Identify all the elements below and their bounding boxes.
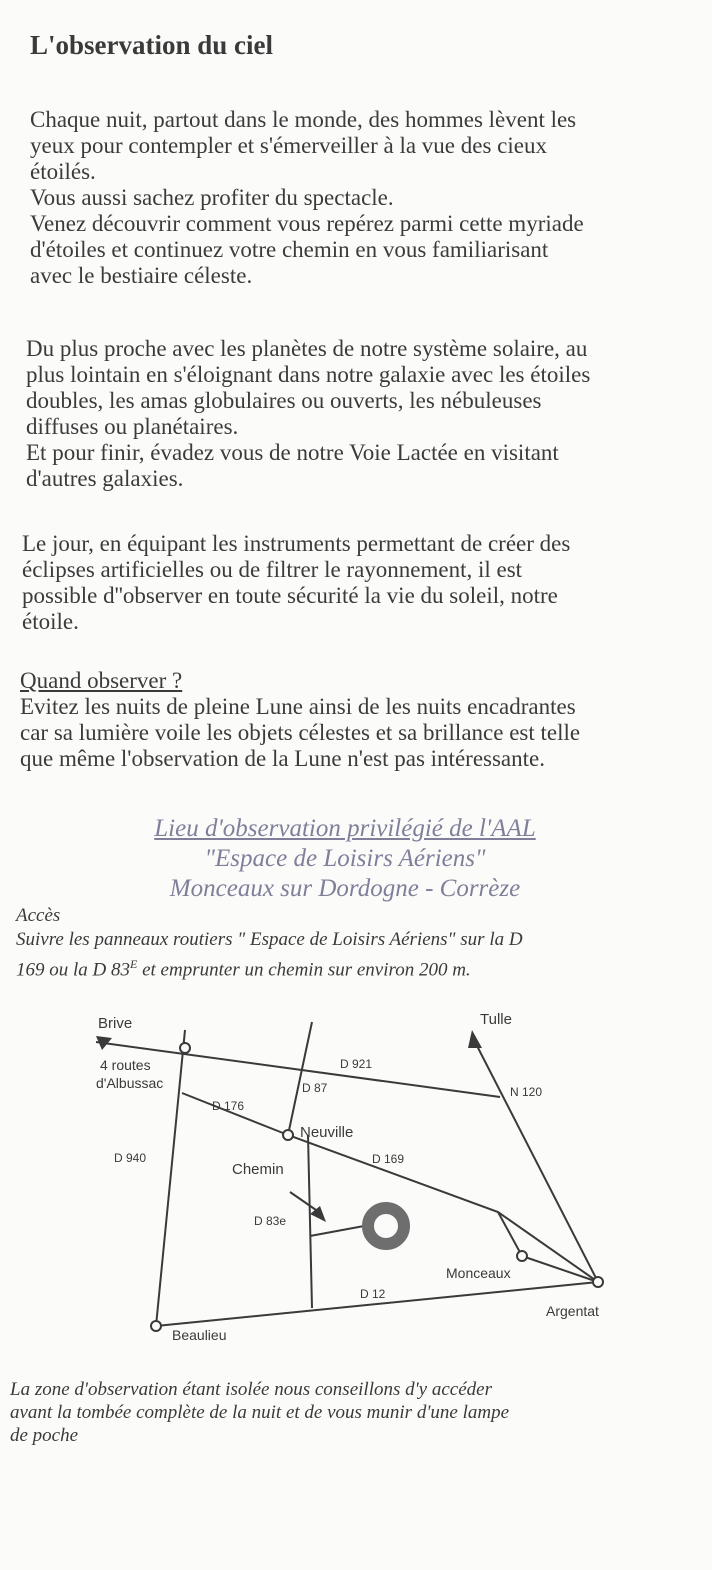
objects-paragraph xyxy=(26,336,590,492)
label-d940: D 940 xyxy=(114,1151,147,1165)
town-marker xyxy=(151,1321,161,1331)
town-marker xyxy=(517,1251,527,1261)
sun-line: étoile. xyxy=(22,609,79,634)
intro-line: Venez découvrir comment vous repérez parmi cette myriade xyxy=(30,211,584,236)
objects-line: doubles, les amas globulaires ou ouverts, les nébuleuses xyxy=(26,388,542,413)
note-line: avant la tombée complète de la nuit et de vous munir d'une lampe xyxy=(10,1402,510,1423)
sun-line: possible d''observer en toute sécurité la vie du soleil, notre xyxy=(22,583,558,608)
label-d169: D 169 xyxy=(372,1152,405,1166)
objects-line: d'autres galaxies. xyxy=(26,466,184,491)
when-line: car sa lumière voile les objets célestes et sa brillance est telle xyxy=(20,720,581,745)
venue-line-1: Lieu d'observation privilégié de l'AAL xyxy=(154,815,536,842)
access-map xyxy=(90,1000,630,1360)
closing-note xyxy=(10,1378,509,1447)
label-chemin: Chemin xyxy=(232,1161,284,1178)
label-argentat: Argentat xyxy=(546,1303,599,1319)
objects-line: diffuses ou planétaires. xyxy=(26,414,239,439)
tulle-arrow-icon xyxy=(468,1030,482,1048)
when-section xyxy=(20,668,580,772)
label-n120: N 120 xyxy=(510,1085,543,1099)
when-line: Evitez les nuits de pleine Lune ainsi de les nuits encadrantes xyxy=(20,694,576,719)
objects-line: plus lointain en s'éloignant dans notre galaxie avec les étoiles xyxy=(26,362,591,387)
intro-line: yeux pour contempler et s'émerveiller à la vue des cieux xyxy=(30,133,547,158)
label-monceaux: Monceaux xyxy=(446,1265,511,1281)
access-label: Accès xyxy=(16,905,61,926)
intro-line: avec le bestiaire céleste. xyxy=(30,263,253,288)
page-title: L'observation du ciel xyxy=(30,30,274,60)
sun-paragraph xyxy=(22,531,570,635)
intro-paragraph xyxy=(30,107,584,289)
access-line-1: Suivre les panneaux routiers " Espace de Loisirs Aériens" sur la D xyxy=(16,929,523,950)
sun-line: éclipses artificielles ou de filtrer le rayonnement, il est xyxy=(22,557,523,582)
intro-line: Chaque nuit, partout dans le monde, des hommes lèvent les xyxy=(30,107,577,132)
town-marker xyxy=(180,1043,190,1053)
road-d83e xyxy=(310,1226,364,1236)
venue-line-3: Monceaux sur Dordogne - Corrèze xyxy=(169,875,521,902)
objects-line: Et pour finir, évadez vous de notre Voie Lactée en visitant xyxy=(26,440,559,465)
when-line: que même l'observation de la Lune n'est pas intéressante. xyxy=(20,746,545,771)
access-line-2b: et emprunter un chemin sur environ 200 m. xyxy=(137,959,471,981)
venue-block xyxy=(0,814,690,904)
access-line-2a: 169 ou la D 83 xyxy=(16,959,130,981)
intro-line: Vous aussi sachez profiter du spectacle. xyxy=(30,185,394,210)
label-d83e: D 83e xyxy=(254,1214,287,1228)
sun-line: Le jour, en équipant les instruments permettant de créer des xyxy=(22,531,571,556)
access-sup: E xyxy=(130,957,138,971)
road-d169 xyxy=(182,1093,598,1282)
road-n120 xyxy=(474,1040,598,1282)
label-d921: D 921 xyxy=(340,1057,373,1071)
label-tulle: Tulle xyxy=(480,1011,512,1028)
label-neuville: Neuville xyxy=(300,1124,354,1141)
note-line: La zone d'observation étant isolée nous conseillons d'y accéder xyxy=(10,1379,492,1400)
objects-line: Du plus proche avec les planètes de notre système solaire, au xyxy=(26,336,588,361)
intro-line: d'étoiles et continuez votre chemin en vous familiarisant xyxy=(30,237,549,262)
road-chemin xyxy=(308,1135,312,1308)
intro-line: étoilés. xyxy=(30,159,96,184)
label-albussac: d'Albussac xyxy=(96,1075,164,1091)
town-marker xyxy=(593,1277,603,1287)
label-d87: D 87 xyxy=(302,1081,328,1095)
label-beaulieu: Beaulieu xyxy=(172,1327,227,1343)
observation-site-icon xyxy=(368,1208,404,1244)
note-line: de poche xyxy=(10,1425,79,1446)
when-heading: Quand observer ? xyxy=(20,668,183,693)
venue-line-2: "Espace de Loisirs Aériens" xyxy=(204,845,486,872)
label-d12: D 12 xyxy=(360,1287,386,1301)
access-line-2 xyxy=(16,952,523,982)
access-block xyxy=(16,904,523,982)
town-marker xyxy=(283,1130,293,1140)
label-4-routes: 4 routes xyxy=(100,1057,151,1073)
label-brive: Brive xyxy=(98,1015,133,1032)
road-d87 xyxy=(288,1022,312,1135)
label-d176: D 176 xyxy=(212,1099,245,1113)
